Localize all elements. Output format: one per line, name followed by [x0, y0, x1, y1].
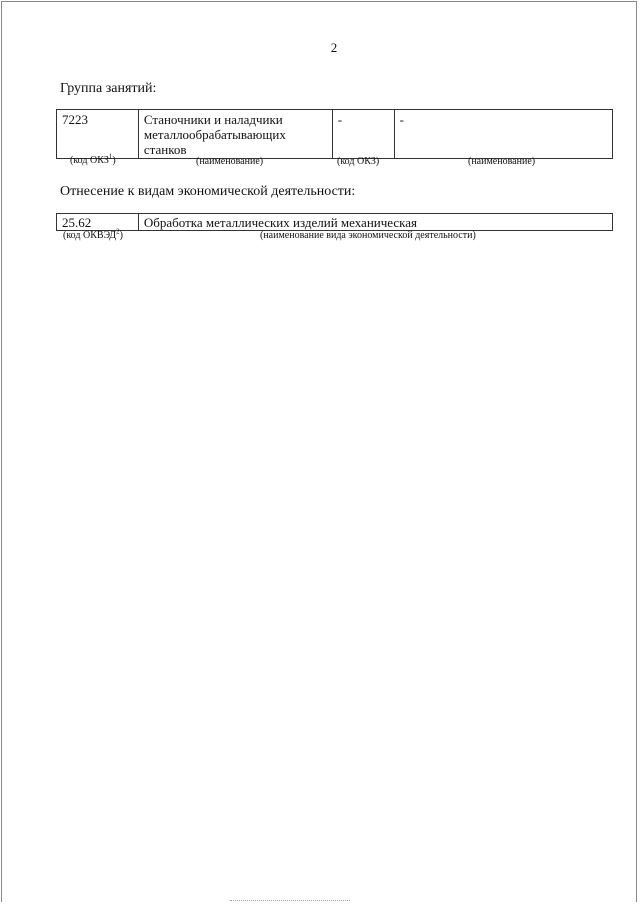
page-number: 2	[330, 40, 338, 55]
table-row	[57, 214, 613, 231]
okz-name-caption: (наименование)	[196, 156, 264, 167]
okz-code-caption: (код ОКЗ$^1$)	[70, 152, 116, 166]
okved-name-caption: (наименование вида экономической деятельности)	[260, 230, 476, 241]
okved-code-cell: 25.62	[57, 214, 139, 231]
occupation-group-title: Группа занятий:	[60, 81, 157, 96]
okz-name-caption-2: (наименование)	[468, 156, 536, 167]
economic-activities-title: Отнесение к видам экономической деятельности:	[60, 184, 356, 199]
footnote-ref-1: 1	[108, 152, 113, 161]
okz-name-cell-2: -	[394, 110, 612, 159]
okz-name-cell: Станочники и наладчики металлообрабатывающих станков	[138, 110, 332, 159]
okz-code-cell-2: -	[332, 110, 394, 159]
okved-name-cell: Обработка металлических изделий механическая	[138, 214, 612, 231]
okz-code-caption-2: (код ОКЗ)	[337, 156, 380, 167]
scan-artifact	[230, 900, 350, 903]
table-row	[57, 110, 613, 159]
okved-code-caption: (код ОКВЭД$^2$)	[63, 227, 123, 241]
okz-code-cell: 7223	[57, 110, 139, 159]
economic-activities-table	[56, 213, 613, 231]
occupation-group-table	[56, 109, 613, 159]
footnote-ref-2: 2	[116, 227, 120, 236]
